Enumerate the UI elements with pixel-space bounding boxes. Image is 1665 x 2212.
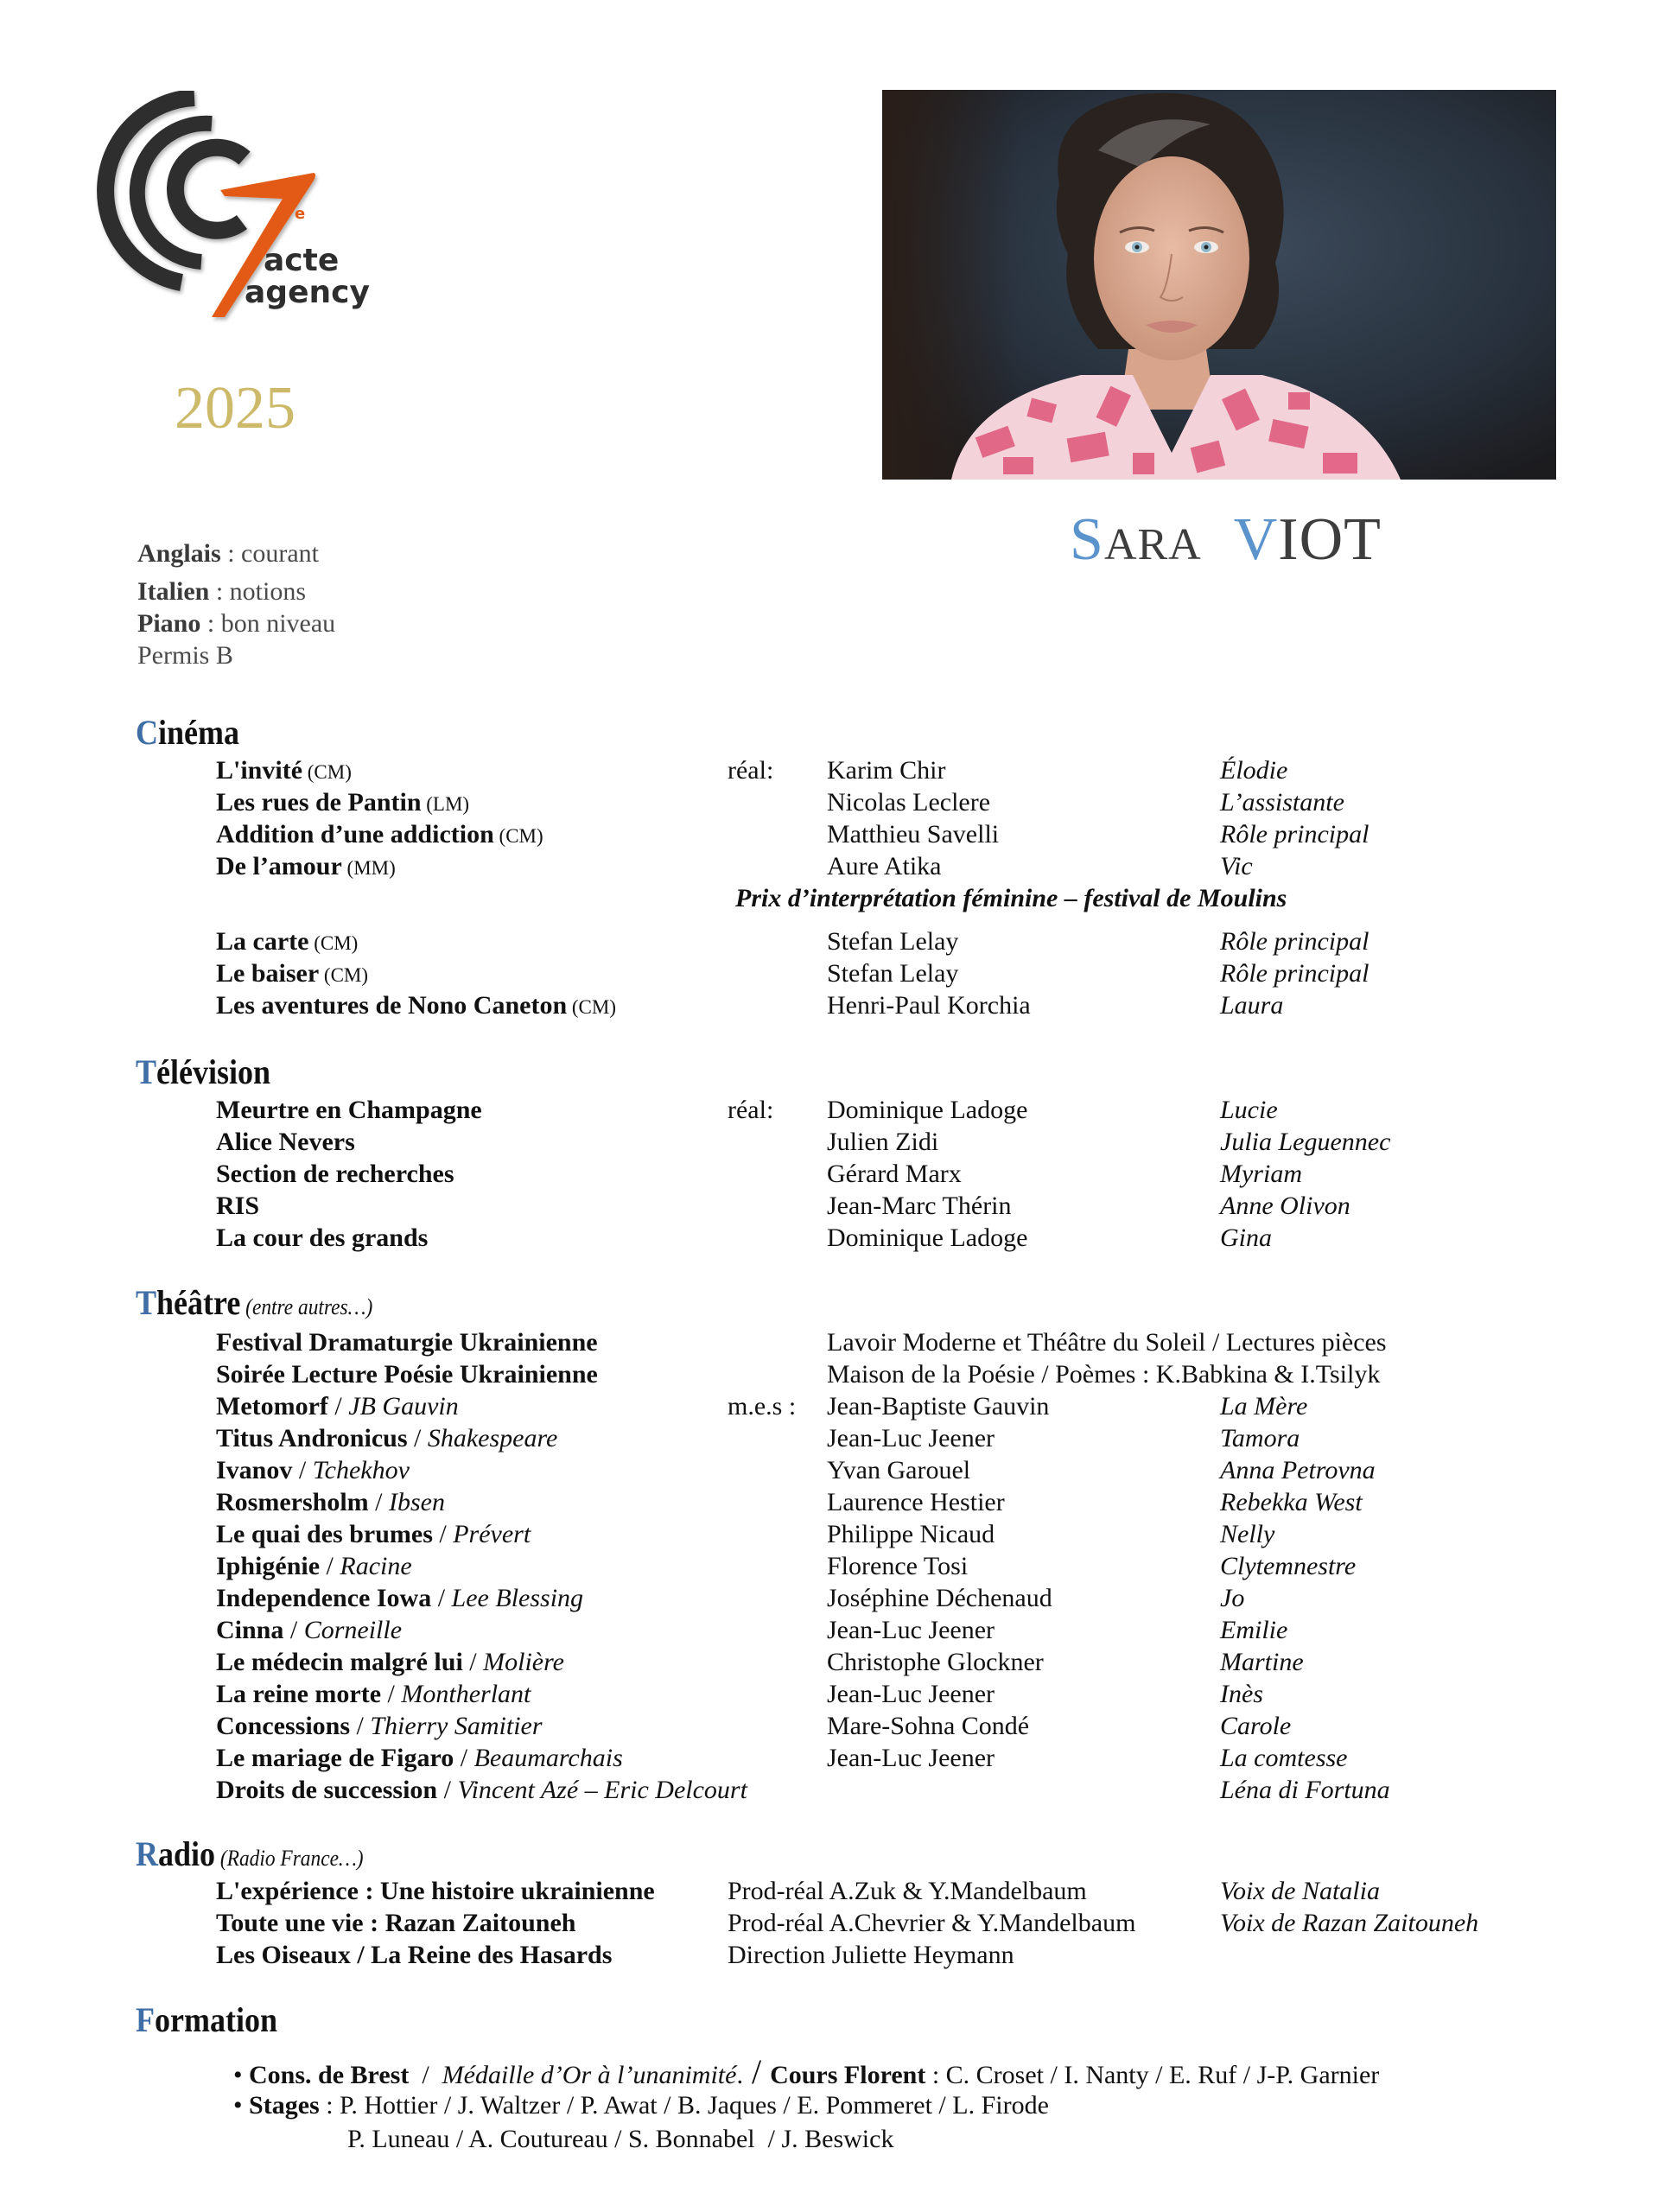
work-title: La carte (CM) (216, 927, 359, 956)
section-title-formation (136, 2000, 277, 2039)
director: Aure Atika (827, 852, 942, 880)
work-title: Le médecin malgré lui / Molière (216, 1648, 564, 1676)
skill-item (137, 575, 335, 607)
author: Corneille (303, 1616, 403, 1644)
title-rest: inéma (158, 713, 239, 752)
role: Clytemnestre (1220, 1552, 1357, 1580)
radio-row (0, 1907, 1665, 1939)
role: Emilie (1220, 1616, 1288, 1644)
work-title: Soirée Lecture Poésie Ukrainienne (216, 1360, 598, 1389)
title-rest: ormation (154, 2000, 277, 2039)
role: Nelly (1220, 1520, 1275, 1548)
logo-text-acte: acte (264, 243, 340, 278)
formation-line (0, 2088, 1665, 2122)
title-initial: C (136, 713, 159, 752)
role: Rôle principal (1220, 959, 1369, 988)
theatre-row (0, 1678, 1665, 1710)
formation-text: • Stages : P. Hottier / J. Waltzer / P. Awat / B. Jaques / E. Pommeret / L. Firode (233, 2091, 1049, 2120)
cinema-list (0, 754, 1665, 1021)
theatre-row (0, 1582, 1665, 1614)
stages-label: Stages (249, 2091, 320, 2120)
television-row (0, 1158, 1665, 1190)
director: Dominique Ladoge (827, 1224, 1028, 1252)
award-text: Prix d’interprétation féminine – festival de Moulins (735, 884, 1287, 912)
section-title-cinema (136, 715, 239, 750)
author: Beaumarchais (473, 1744, 623, 1772)
director: Jean-Luc Jeener (827, 1616, 995, 1644)
work-title: Les aventures de Nono Caneton (CM) (216, 991, 617, 1020)
role: Myriam (1220, 1160, 1302, 1188)
theatre-list (0, 1326, 1665, 1806)
theatre-row (0, 1486, 1665, 1518)
director: Karim Chir (827, 756, 946, 785)
director: Mare-Sohna Condé (827, 1712, 1030, 1740)
author: Thierry Samitier (370, 1712, 543, 1740)
work-title: Toute une vie : Razan Zaitouneh (216, 1909, 576, 1937)
role: Julia Leguennec (1220, 1128, 1391, 1156)
formation-line (0, 2122, 1665, 2156)
author: Ibsen (389, 1488, 445, 1516)
title-rest: adio (158, 1834, 216, 1873)
work-title: Rosmersholm / Ibsen (216, 1488, 445, 1516)
author: Vincent Azé – Eric Delcourt (457, 1776, 747, 1804)
theatre-row (0, 1454, 1665, 1486)
school-florent: Cours Florent (770, 2061, 926, 2089)
role: Voix de Natalia (1220, 1877, 1380, 1905)
role: La comtesse (1220, 1744, 1348, 1772)
television-row (0, 1126, 1665, 1158)
skill-value: : courant (220, 539, 319, 568)
skill-label: Anglais (137, 539, 221, 568)
author: Lee Blessing (451, 1584, 584, 1612)
director: Lavoir Moderne et Théâtre du Soleil / Lectures pièces (827, 1328, 1387, 1357)
director-label: m.e.s : (728, 1392, 797, 1421)
author: Molière (483, 1648, 564, 1676)
director-label: réal: (728, 756, 774, 785)
role: Gina (1220, 1224, 1272, 1252)
role: Anna Petrovna (1220, 1456, 1376, 1484)
agency-logo (91, 91, 376, 324)
title-rest: héâtre (156, 1283, 241, 1322)
skill-value: : notions (209, 577, 307, 606)
role: Carole (1220, 1712, 1292, 1740)
theatre-row (0, 1550, 1665, 1582)
director: Jean-Baptiste Gauvin (827, 1392, 1050, 1421)
work-title: Le quai des brumes / Prévert (216, 1520, 531, 1548)
cinema-row (0, 818, 1665, 850)
role: Rôle principal (1220, 927, 1369, 956)
television-row (0, 1190, 1665, 1222)
award (0, 882, 1665, 914)
role: Tamora (1220, 1424, 1300, 1452)
title-initial: T (136, 1052, 157, 1091)
section-title-radio (136, 1834, 364, 1873)
actor-name (1070, 506, 1382, 573)
formation-list (0, 2052, 1665, 2156)
title-initial: F (136, 2000, 155, 2039)
director: Henri-Paul Korchia (827, 991, 1031, 1020)
cinema-row (0, 957, 1665, 989)
logo-superscript: e (295, 205, 306, 223)
radio-list (0, 1875, 1665, 1971)
work-title: Cinna / Corneille (216, 1616, 403, 1644)
role: Rebekka West (1220, 1488, 1363, 1516)
skill-value: Permis B (137, 641, 233, 670)
author: Tchekhov (312, 1456, 410, 1484)
work-title: Iphigénie / Racine (216, 1552, 412, 1580)
cinema-row (0, 925, 1665, 957)
director: Maison de la Poésie / Poèmes : K.Babkina & I.Tsilyk (827, 1360, 1381, 1389)
work-title: Festival Dramaturgie Ukrainienne (216, 1328, 598, 1357)
role: Lucie (1220, 1096, 1278, 1124)
skill-item (137, 639, 335, 671)
role: L’assistante (1220, 788, 1344, 817)
formation-line (0, 2052, 1665, 2091)
director: Jean-Luc Jeener (827, 1680, 995, 1708)
name-last-initial: V (1233, 506, 1279, 573)
skill-value: : bon niveau (200, 609, 336, 638)
theatre-row (0, 1518, 1665, 1550)
portrait-illustration (882, 90, 1556, 480)
section-title-television (136, 1052, 271, 1091)
director: Florence Tosi (827, 1552, 969, 1580)
author: JB Gauvin (348, 1392, 459, 1421)
work-title: Metomorf / JB Gauvin (216, 1392, 459, 1421)
director: Nicolas Leclere (827, 788, 991, 817)
director-label: réal: (728, 1096, 774, 1124)
director: Joséphine Déchenaud (827, 1584, 1052, 1612)
director: Julien Zidi (827, 1128, 939, 1156)
cinema-row (0, 754, 1665, 786)
author: Montherlant (401, 1680, 531, 1708)
work-title: La reine morte / Montherlant (216, 1680, 531, 1708)
role: Voix de Razan Zaitouneh (1220, 1909, 1479, 1937)
skill-label: Piano (137, 609, 201, 638)
work-title: Les rues de Pantin (LM) (216, 788, 470, 817)
role: Élodie (1220, 756, 1288, 785)
work-title: RIS (216, 1192, 260, 1220)
skill-item (137, 607, 335, 639)
work-title: Addition d’une addiction (CM) (216, 820, 543, 849)
role: Anne Olivon (1220, 1192, 1350, 1220)
title-rest: élévision (156, 1052, 271, 1091)
work-title: Droits de succession / Vincent Azé – Eric Delcourt (216, 1776, 747, 1804)
portrait-photo (882, 90, 1556, 480)
work-title: Ivanov / Tchekhov (216, 1456, 410, 1484)
role: Vic (1220, 852, 1253, 880)
formation-text: • Cons. de Brest / Médaille d’Or à l’unanimité. / Cours Florent : C. Croset / I. Nanty / E. Ruf / J-P. Garnier (233, 2052, 1380, 2091)
logo-graphic (91, 91, 376, 324)
work-title: L'expérience : Une histoire ukrainienne (216, 1877, 655, 1905)
director: Christophe Glockner (827, 1648, 1044, 1676)
title-subtitle: (entre autres…) (240, 1294, 373, 1319)
work-title: Alice Nevers (216, 1128, 355, 1156)
television-list (0, 1094, 1665, 1254)
television-row (0, 1094, 1665, 1126)
year: 2025 (175, 375, 296, 442)
radio-row (0, 1939, 1665, 1971)
director: Yvan Garouel (827, 1456, 971, 1484)
theatre-row (0, 1710, 1665, 1742)
director: Jean-Luc Jeener (827, 1744, 995, 1772)
theatre-row (0, 1358, 1665, 1390)
theatre-row (0, 1614, 1665, 1646)
theatre-row (0, 1774, 1665, 1806)
role: Rôle principal (1220, 820, 1369, 849)
role: La Mère (1220, 1392, 1308, 1421)
cinema-row (0, 850, 1665, 882)
director: Stefan Lelay (827, 927, 959, 956)
work-title: Le baiser (CM) (216, 959, 369, 988)
cinema-row (0, 989, 1665, 1021)
formation-text: P. Luneau / A. Coutureau / S. Bonnabel / J. Beswick (347, 2125, 894, 2153)
television-row (0, 1222, 1665, 1254)
production: Prod-réal A.Zuk & Y.Mandelbaum (728, 1877, 1087, 1905)
cinema-row (0, 786, 1665, 818)
name-first-initial: S (1070, 506, 1104, 573)
director: Philippe Nicaud (827, 1520, 995, 1548)
radio-row (0, 1875, 1665, 1907)
role: Martine (1220, 1648, 1304, 1676)
name-last-rest: IOT (1278, 506, 1382, 573)
theatre-row (0, 1422, 1665, 1454)
work-title: Les Oiseaux / La Reine des Hasards (216, 1941, 613, 1969)
director: Matthieu Savelli (827, 820, 1000, 849)
skills-list (137, 537, 335, 671)
role: Jo (1220, 1584, 1245, 1612)
production: Direction Juliette Heymann (728, 1941, 1014, 1969)
work-title: La cour des grands (216, 1224, 429, 1252)
work-title: Section de recherches (216, 1160, 454, 1188)
title-initial: T (136, 1283, 157, 1322)
role: Léna di Fortuna (1220, 1776, 1390, 1804)
section-title-theatre (136, 1283, 373, 1322)
theatre-row (0, 1390, 1665, 1422)
work-title: De l’amour (MM) (216, 852, 396, 880)
author: Racine (340, 1552, 412, 1580)
author: Prévert (453, 1520, 531, 1548)
title-subtitle: (Radio France…) (215, 1846, 364, 1871)
director: Jean-Marc Thérin (827, 1192, 1012, 1220)
author: Shakespeare (427, 1424, 558, 1452)
work-title: Le mariage de Figaro / Beaumarchais (216, 1744, 623, 1772)
work-title: Concessions / Thierry Samitier (216, 1712, 543, 1740)
role: Laura (1220, 991, 1284, 1020)
director: Laurence Hestier (827, 1488, 1005, 1516)
work-title: L'invité (CM) (216, 756, 352, 785)
production: Prod-réal A.Chevrier & Y.Mandelbaum (728, 1909, 1136, 1937)
role: Inès (1220, 1680, 1263, 1708)
theatre-row (0, 1646, 1665, 1678)
director: Dominique Ladoge (827, 1096, 1028, 1124)
director: Stefan Lelay (827, 959, 959, 988)
work-title: Titus Andronicus / Shakespeare (216, 1424, 558, 1452)
logo-text-agency: agency (245, 275, 370, 310)
name-first-rest: ARA (1103, 520, 1202, 569)
work-title: Meurtre en Champagne (216, 1096, 482, 1124)
school-brest: Cons. de Brest (249, 2061, 410, 2089)
director: Jean-Luc Jeener (827, 1424, 995, 1452)
title-initial: R (136, 1834, 159, 1873)
skill-item (137, 537, 335, 569)
director: Gérard Marx (827, 1160, 962, 1188)
award-text: Médaille d’Or à l’unanimité (442, 2061, 737, 2089)
work-title: Independence Iowa / Lee Blessing (216, 1584, 584, 1612)
theatre-row (0, 1326, 1665, 1358)
theatre-row (0, 1742, 1665, 1774)
skill-label: Italien (137, 577, 210, 606)
